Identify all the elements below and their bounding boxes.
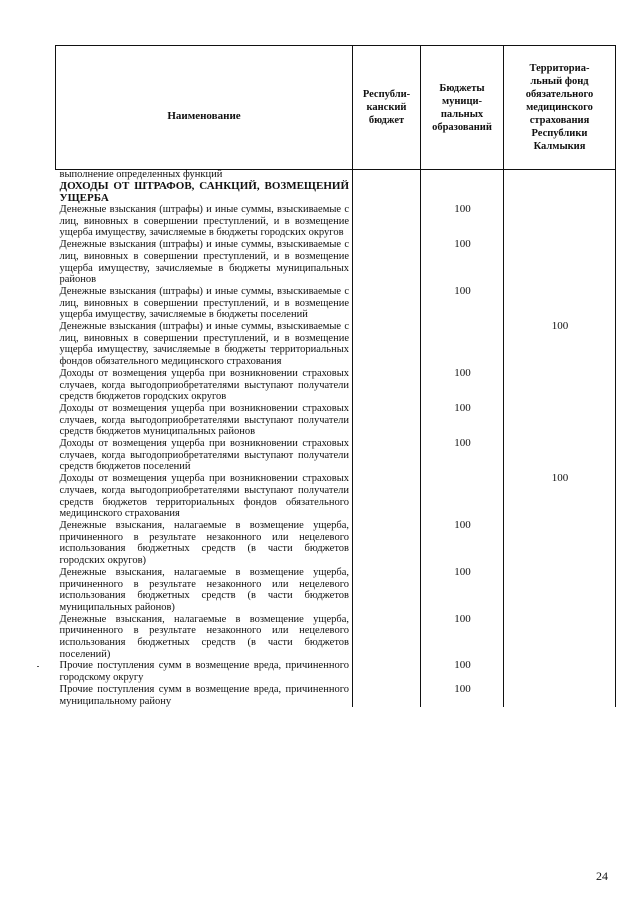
row-fund-value (504, 286, 616, 321)
table-row (56, 684, 616, 707)
row-fund-value (504, 403, 616, 438)
header-fund-line: льный фонд (530, 76, 589, 87)
row-republic-value (353, 180, 421, 204)
table-row (56, 403, 616, 438)
header-fund-line: обязательного (525, 89, 594, 100)
row-municipal-value: 100 (421, 684, 504, 707)
header-name: Наименование (56, 46, 353, 170)
row-fund-value (504, 204, 616, 239)
row-name: Денежные взыскания (штрафы) и иные суммы, взыскиваемые с лиц, виновных в совершении преступлений, и в возмещение ущерба имуществу, зачисляемые в бюджеты муниципальных районов (56, 239, 353, 286)
row-name: Денежные взыскания (штрафы) и иные суммы, взыскиваемые с лиц, виновных в совершении преступлений, и в возмещение ущерба имуществу, зачисляемые в бюджеты городских округов (56, 204, 353, 239)
header-municipal-line: пальных (440, 108, 484, 120)
header-republic-line: Республи- (362, 89, 411, 100)
table-row (56, 660, 616, 683)
row-republic-value (353, 473, 421, 520)
table-row (56, 520, 616, 567)
header-fund-line: медицинского (526, 102, 593, 113)
header-municipal-line: муници- (441, 95, 483, 107)
row-municipal-value: 100 (421, 286, 504, 321)
table-row (56, 473, 616, 520)
header-republic-line: канский (366, 102, 407, 113)
row-name: Доходы от возмещения ущерба при возникновении страховых случаев, когда выгодоприобретателями выступают получатели средств бюджетов городских округов (56, 368, 353, 403)
row-republic-value (353, 204, 421, 239)
header-fund-line: Республики (531, 128, 588, 139)
table-row (56, 180, 616, 204)
header-republic-line: бюджет (368, 115, 405, 126)
table-body (56, 170, 616, 708)
header-territorial-fund (504, 46, 616, 170)
header-republic-budget (353, 46, 421, 170)
row-republic-value (353, 368, 421, 403)
row-municipal-value: 100 (421, 660, 504, 683)
row-municipal-value: 100 (421, 239, 504, 286)
row-fund-value (504, 520, 616, 567)
row-municipal-value: 100 (421, 520, 504, 567)
row-fund-value (504, 614, 616, 661)
row-municipal-value (421, 473, 504, 520)
page-number: 24 (596, 869, 608, 883)
row-name: Прочие поступления сумм в возмещение вреда, причиненного городскому округу (56, 660, 353, 683)
revenue-distribution-table (55, 45, 616, 707)
row-name: Денежные взыскания (штрафы) и иные суммы, взыскиваемые с лиц, виновных в совершении преступлений, и в возмещение ущерба имуществу, зачисляемые в бюджеты поселений (56, 286, 353, 321)
row-republic-value (353, 403, 421, 438)
row-municipal-value (421, 321, 504, 368)
row-republic-value (353, 684, 421, 707)
header-fund-line: Калмыкия (533, 141, 586, 152)
row-fund-value (504, 180, 616, 204)
row-municipal-value: 100 (421, 567, 504, 614)
table-row (56, 204, 616, 239)
row-fund-value (504, 567, 616, 614)
row-fund-value (504, 684, 616, 707)
row-municipal-value: 100 (421, 403, 504, 438)
row-republic-value (353, 170, 421, 181)
row-fund-value (504, 368, 616, 403)
row-name: Денежные взыскания (штрафы) и иные суммы, взыскиваемые с лиц, виновных в совершении преступлений, и в возмещение ущерба имуществу, зачисляемые в бюджеты территориальных фондов обязательного медицинского страхования (56, 321, 353, 368)
table-row (56, 438, 616, 473)
row-fund-value: 100 (504, 321, 616, 368)
row-name: Доходы от возмещения ущерба при возникновении страховых случаев, когда выгодоприобретателями выступают получатели средств бюджетов территориальных фондов обязательного медицинского страхования (56, 473, 353, 520)
row-republic-value (353, 321, 421, 368)
table-row (56, 368, 616, 403)
row-republic-value (353, 239, 421, 286)
header-municipal-line: образований (432, 121, 492, 133)
row-name: Денежные взыскания, налагаемые в возмещение ущерба, причиненного в результате незаконного или нецелевого использования бюджетных средств (в части бюджетов городских округов) (56, 520, 353, 567)
row-name: Денежные взыскания, налагаемые в возмещение ущерба, причиненного в результате незаконного или нецелевого использования бюджетных средств (в части бюджетов поселений) (56, 614, 353, 661)
row-republic-value (353, 286, 421, 321)
header-fund-line: Территориа- (529, 63, 590, 74)
header-municipal-line: Бюджеты (439, 82, 485, 94)
table-header-row (56, 46, 616, 170)
row-republic-value (353, 567, 421, 614)
table-row (56, 567, 616, 614)
row-fund-value (504, 660, 616, 683)
table-row (56, 170, 616, 181)
margin-mark (37, 666, 39, 667)
row-municipal-value: 100 (421, 204, 504, 239)
row-name: ДОХОДЫ ОТ ШТРАФОВ, САНКЦИЙ, ВОЗМЕЩЕНИЙ УЩЕРБА (56, 180, 353, 204)
row-name: Прочие поступления сумм в возмещение вреда, причиненного муниципальному району (56, 684, 353, 707)
row-municipal-value: 100 (421, 438, 504, 473)
row-name: выполнение определенных функций (56, 170, 353, 181)
row-name: Денежные взыскания, налагаемые в возмещение ущерба, причиненного в результате незаконного или нецелевого использования бюджетных средств (в части бюджетов муниципальных районов) (56, 567, 353, 614)
row-fund-value: 100 (504, 473, 616, 520)
row-name: Доходы от возмещения ущерба при возникновении страховых случаев, когда выгодоприобретателями выступают получатели средств бюджетов поселений (56, 438, 353, 473)
row-fund-value (504, 438, 616, 473)
row-republic-value (353, 614, 421, 661)
row-municipal-value (421, 180, 504, 204)
table-row (56, 614, 616, 661)
row-municipal-value (421, 170, 504, 181)
row-fund-value (504, 170, 616, 181)
row-municipal-value: 100 (421, 368, 504, 403)
table-row (56, 239, 616, 286)
row-republic-value (353, 520, 421, 567)
header-municipal-budget (421, 46, 504, 170)
table-row (56, 286, 616, 321)
row-municipal-value: 100 (421, 614, 504, 661)
table-row (56, 321, 616, 368)
row-republic-value (353, 660, 421, 683)
row-fund-value (504, 239, 616, 286)
header-fund-line: страхования (529, 115, 590, 126)
row-republic-value (353, 438, 421, 473)
row-name: Доходы от возмещения ущерба при возникновении страховых случаев, когда выгодоприобретателями выступают получатели средств бюджетов муниципальных районов (56, 403, 353, 438)
